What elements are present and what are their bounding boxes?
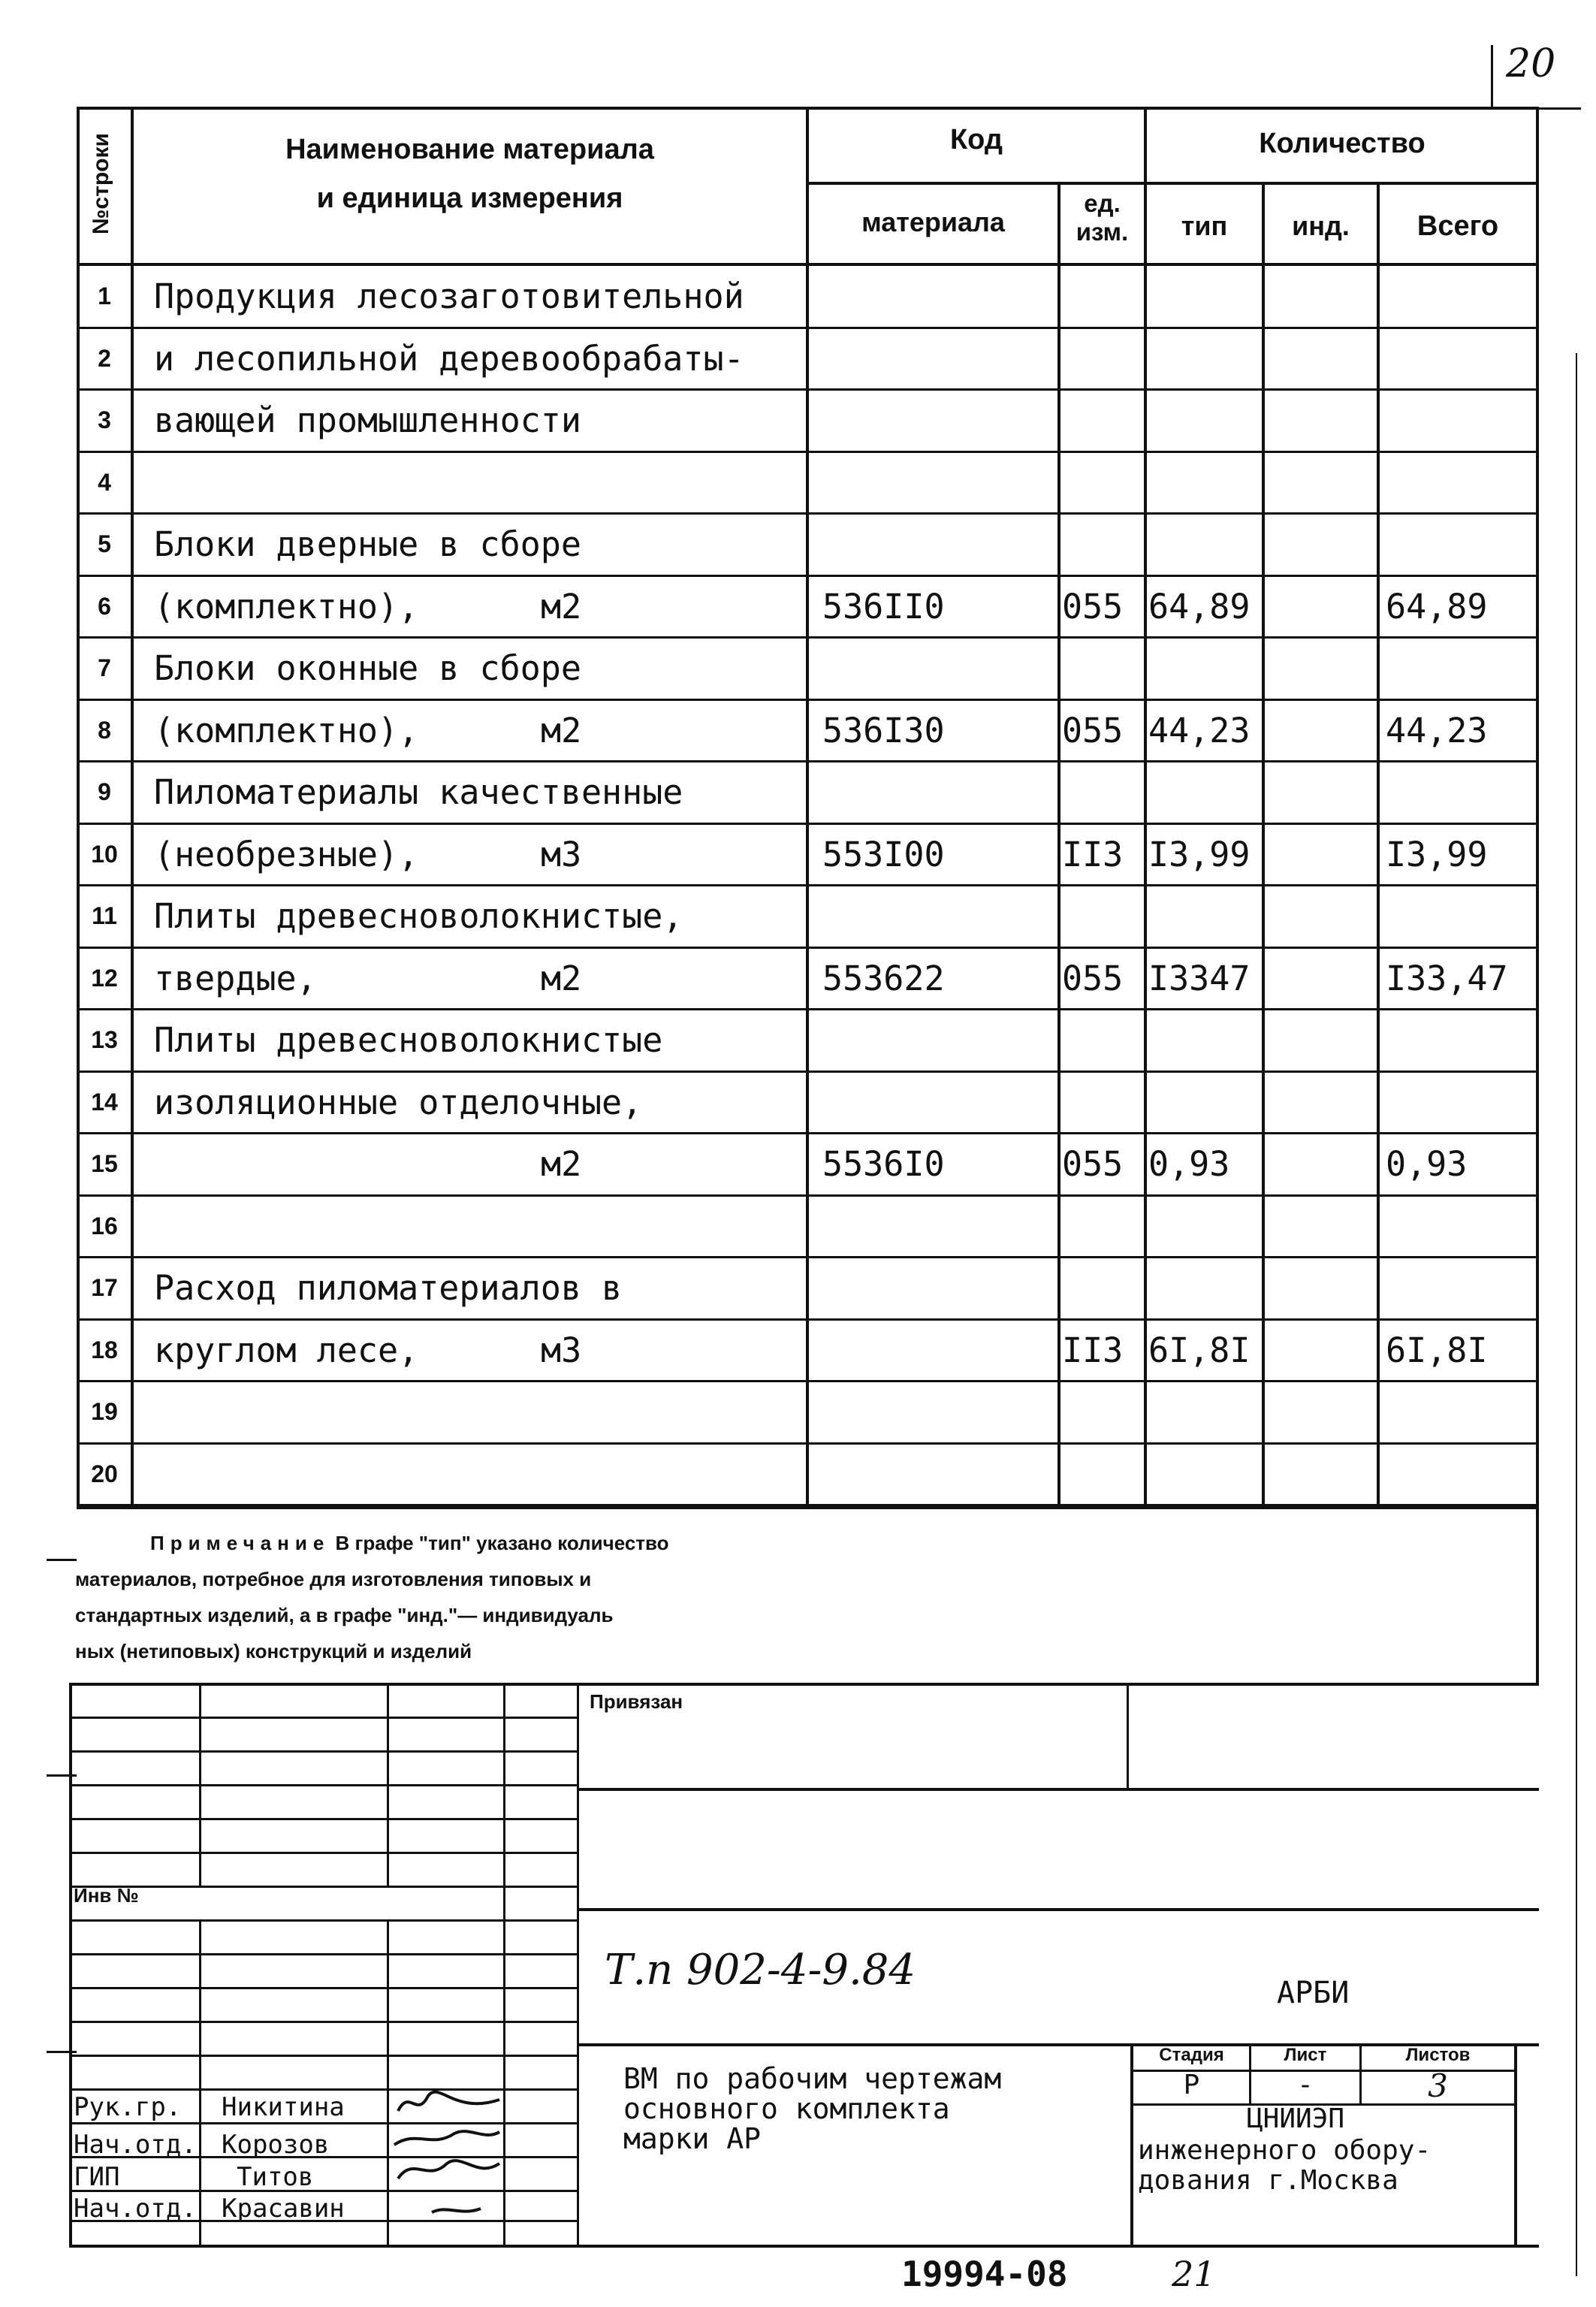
row-qty-type: 64,89: [1148, 587, 1251, 627]
row-number: 10: [91, 841, 118, 868]
row-name: Блоки дверные в сборе: [154, 524, 581, 564]
row-unit: м2: [541, 1144, 582, 1184]
margin-tick: [47, 1774, 77, 1777]
sign-role-2: Нач.отд.: [74, 2130, 197, 2160]
row-number: 2: [98, 345, 111, 372]
row-number: 11: [92, 902, 117, 929]
row-name: Плиты древесноволокнистые: [154, 1020, 663, 1060]
margin-tick: [47, 1559, 77, 1561]
row-name: Блоки оконные в сборе: [154, 648, 581, 688]
header-qty-type: тип: [1181, 210, 1228, 241]
org-line1: ЦНИИЭП: [1247, 2103, 1345, 2134]
sign-role-3: ГИП: [74, 2162, 120, 2192]
row-number: 14: [91, 1089, 118, 1116]
sign-name-1: Никитина: [222, 2092, 345, 2122]
right-margin-line: [1576, 353, 1577, 2276]
row-uom: 055: [1062, 959, 1124, 998]
corner-line-v: [1491, 45, 1493, 109]
row-number: 15: [91, 1150, 118, 1177]
header-code-material: материала: [861, 207, 1005, 237]
row-qty-type: 44,23: [1148, 711, 1251, 750]
note-line4: ных (нетиповых) конструкций и изделий: [75, 1640, 472, 1662]
page-number: 20: [1506, 41, 1556, 86]
sheet-label: Лист: [1284, 2045, 1327, 2065]
sign-role-1: Рук.гр.: [74, 2092, 182, 2122]
row-number: 20: [91, 1460, 118, 1487]
doc-code: Т.п 902-4-9.84: [605, 1946, 916, 1994]
row-unit: м3: [541, 835, 582, 874]
archive-number: 19994-08: [901, 2254, 1068, 2294]
privyazan-label: Привязан: [590, 1690, 683, 1713]
row-number: 5: [98, 530, 111, 557]
note-line1: В графе "тип" указано количество: [335, 1532, 669, 1554]
row-qty-type: 0,93: [1148, 1144, 1230, 1184]
sheets-value: 3: [1428, 2067, 1448, 2104]
row-number: 17: [91, 1274, 118, 1301]
header-name-line2: и единица измерения: [316, 183, 623, 214]
description-line3: марки АР: [623, 2122, 762, 2155]
note-line2: материалов, потребное для изготовления типовых и: [75, 1568, 592, 1590]
sign-name-4: Красавин: [222, 2194, 345, 2224]
sign-name-3: Титов: [237, 2162, 314, 2192]
row-qty-total: 0,93: [1386, 1144, 1468, 1184]
row-number: 7: [98, 654, 111, 681]
sheet-value: -: [1297, 2070, 1314, 2100]
org-stamp: АРБИ: [1277, 1976, 1350, 2010]
note-line3: стандартных изделий, а в графе "инд."— индивидуаль: [75, 1604, 614, 1626]
margin-tick: [47, 2051, 77, 2053]
row-name: Расход пиломатериалов в: [154, 1268, 623, 1308]
row-name: твердые,: [154, 959, 317, 998]
row-name: изоляционные отделочные,: [154, 1083, 643, 1122]
row-name: вающей промышленности: [154, 400, 581, 440]
row-qty-total: 44,23: [1386, 711, 1488, 750]
row-number: 18: [91, 1336, 118, 1363]
stage-label: Стадия: [1159, 2045, 1224, 2065]
header-qty-total: Всего: [1416, 210, 1499, 242]
row-uom: II3: [1062, 1330, 1124, 1370]
row-number: 6: [98, 593, 111, 620]
row-uom: 055: [1062, 1144, 1124, 1184]
row-number: 3: [98, 406, 111, 433]
row-qty-type: I3347: [1148, 959, 1251, 998]
description-line1: ВМ по рабочим чертежам: [623, 2062, 1002, 2095]
row-number: 16: [91, 1212, 118, 1240]
row-uom: 055: [1062, 711, 1124, 750]
row-unit: м2: [541, 711, 582, 750]
sheets-label: Листов: [1405, 2045, 1471, 2065]
row-name: Плиты древесноволокнистые,: [154, 896, 683, 936]
header-quantity: Количество: [1259, 128, 1426, 159]
row-number: 13: [91, 1026, 118, 1053]
row-qty-total: 6I,8I: [1386, 1330, 1488, 1370]
row-name: круглом лесе,: [154, 1330, 419, 1370]
row-unit: м2: [541, 959, 582, 998]
sign-name-2: Корозов: [222, 2130, 330, 2160]
stage-value: Р: [1183, 2070, 1200, 2100]
row-number: 4: [98, 469, 111, 496]
signature-scribbles: [387, 2073, 507, 2246]
row-code: 553I00: [822, 835, 945, 874]
row-number: 8: [98, 717, 111, 744]
row-qty-type: 6I,8I: [1148, 1330, 1251, 1370]
row-name: (комплектно),: [154, 711, 419, 750]
row-qty-total: I3,99: [1386, 835, 1488, 874]
row-code: 536II0: [822, 587, 945, 627]
note-lead: Примечание: [150, 1532, 330, 1554]
row-number: 12: [91, 965, 118, 992]
row-name: (необрезные),: [154, 835, 419, 874]
footer-page: 21: [1172, 2254, 1216, 2294]
header-row-number: №строки: [89, 133, 113, 234]
row-number: 1: [98, 282, 111, 310]
header-name-line1: Наименование материала: [285, 134, 654, 165]
org-line2: инженерного обору-: [1138, 2135, 1432, 2166]
header-qty-ind: инд.: [1292, 210, 1350, 241]
row-code: 536I30: [822, 711, 945, 750]
row-name: (комплектно),: [154, 587, 419, 627]
row-code: 5536I0: [822, 1144, 945, 1184]
row-qty-total: I33,47: [1386, 959, 1508, 998]
header-code-unit: ед. изм.: [1076, 189, 1129, 246]
row-name: и лесопильной деревообрабаты-: [154, 339, 744, 379]
note: [75, 1525, 1502, 1669]
row-qty-total: 64,89: [1386, 587, 1488, 627]
row-unit: м2: [541, 587, 582, 627]
description-line2: основного комплекта: [623, 2092, 950, 2125]
org-line3: дования г.Москва: [1138, 2165, 1398, 2196]
row-name: Пиломатериалы качественные: [154, 772, 683, 812]
row-number: 19: [91, 1398, 118, 1425]
row-uom: II3: [1062, 835, 1124, 874]
row-number: 9: [98, 778, 111, 805]
row-uom: 055: [1062, 587, 1124, 627]
header-code: Код: [949, 124, 1003, 156]
inv-no-label: Инв №: [74, 1884, 139, 1907]
row-name: Продукция лесозаготовительной: [154, 276, 744, 316]
row-qty-type: I3,99: [1148, 835, 1251, 874]
row-code: 553622: [822, 959, 945, 998]
row-unit: м3: [541, 1330, 582, 1370]
sign-role-4: Нач.отд.: [74, 2194, 197, 2224]
